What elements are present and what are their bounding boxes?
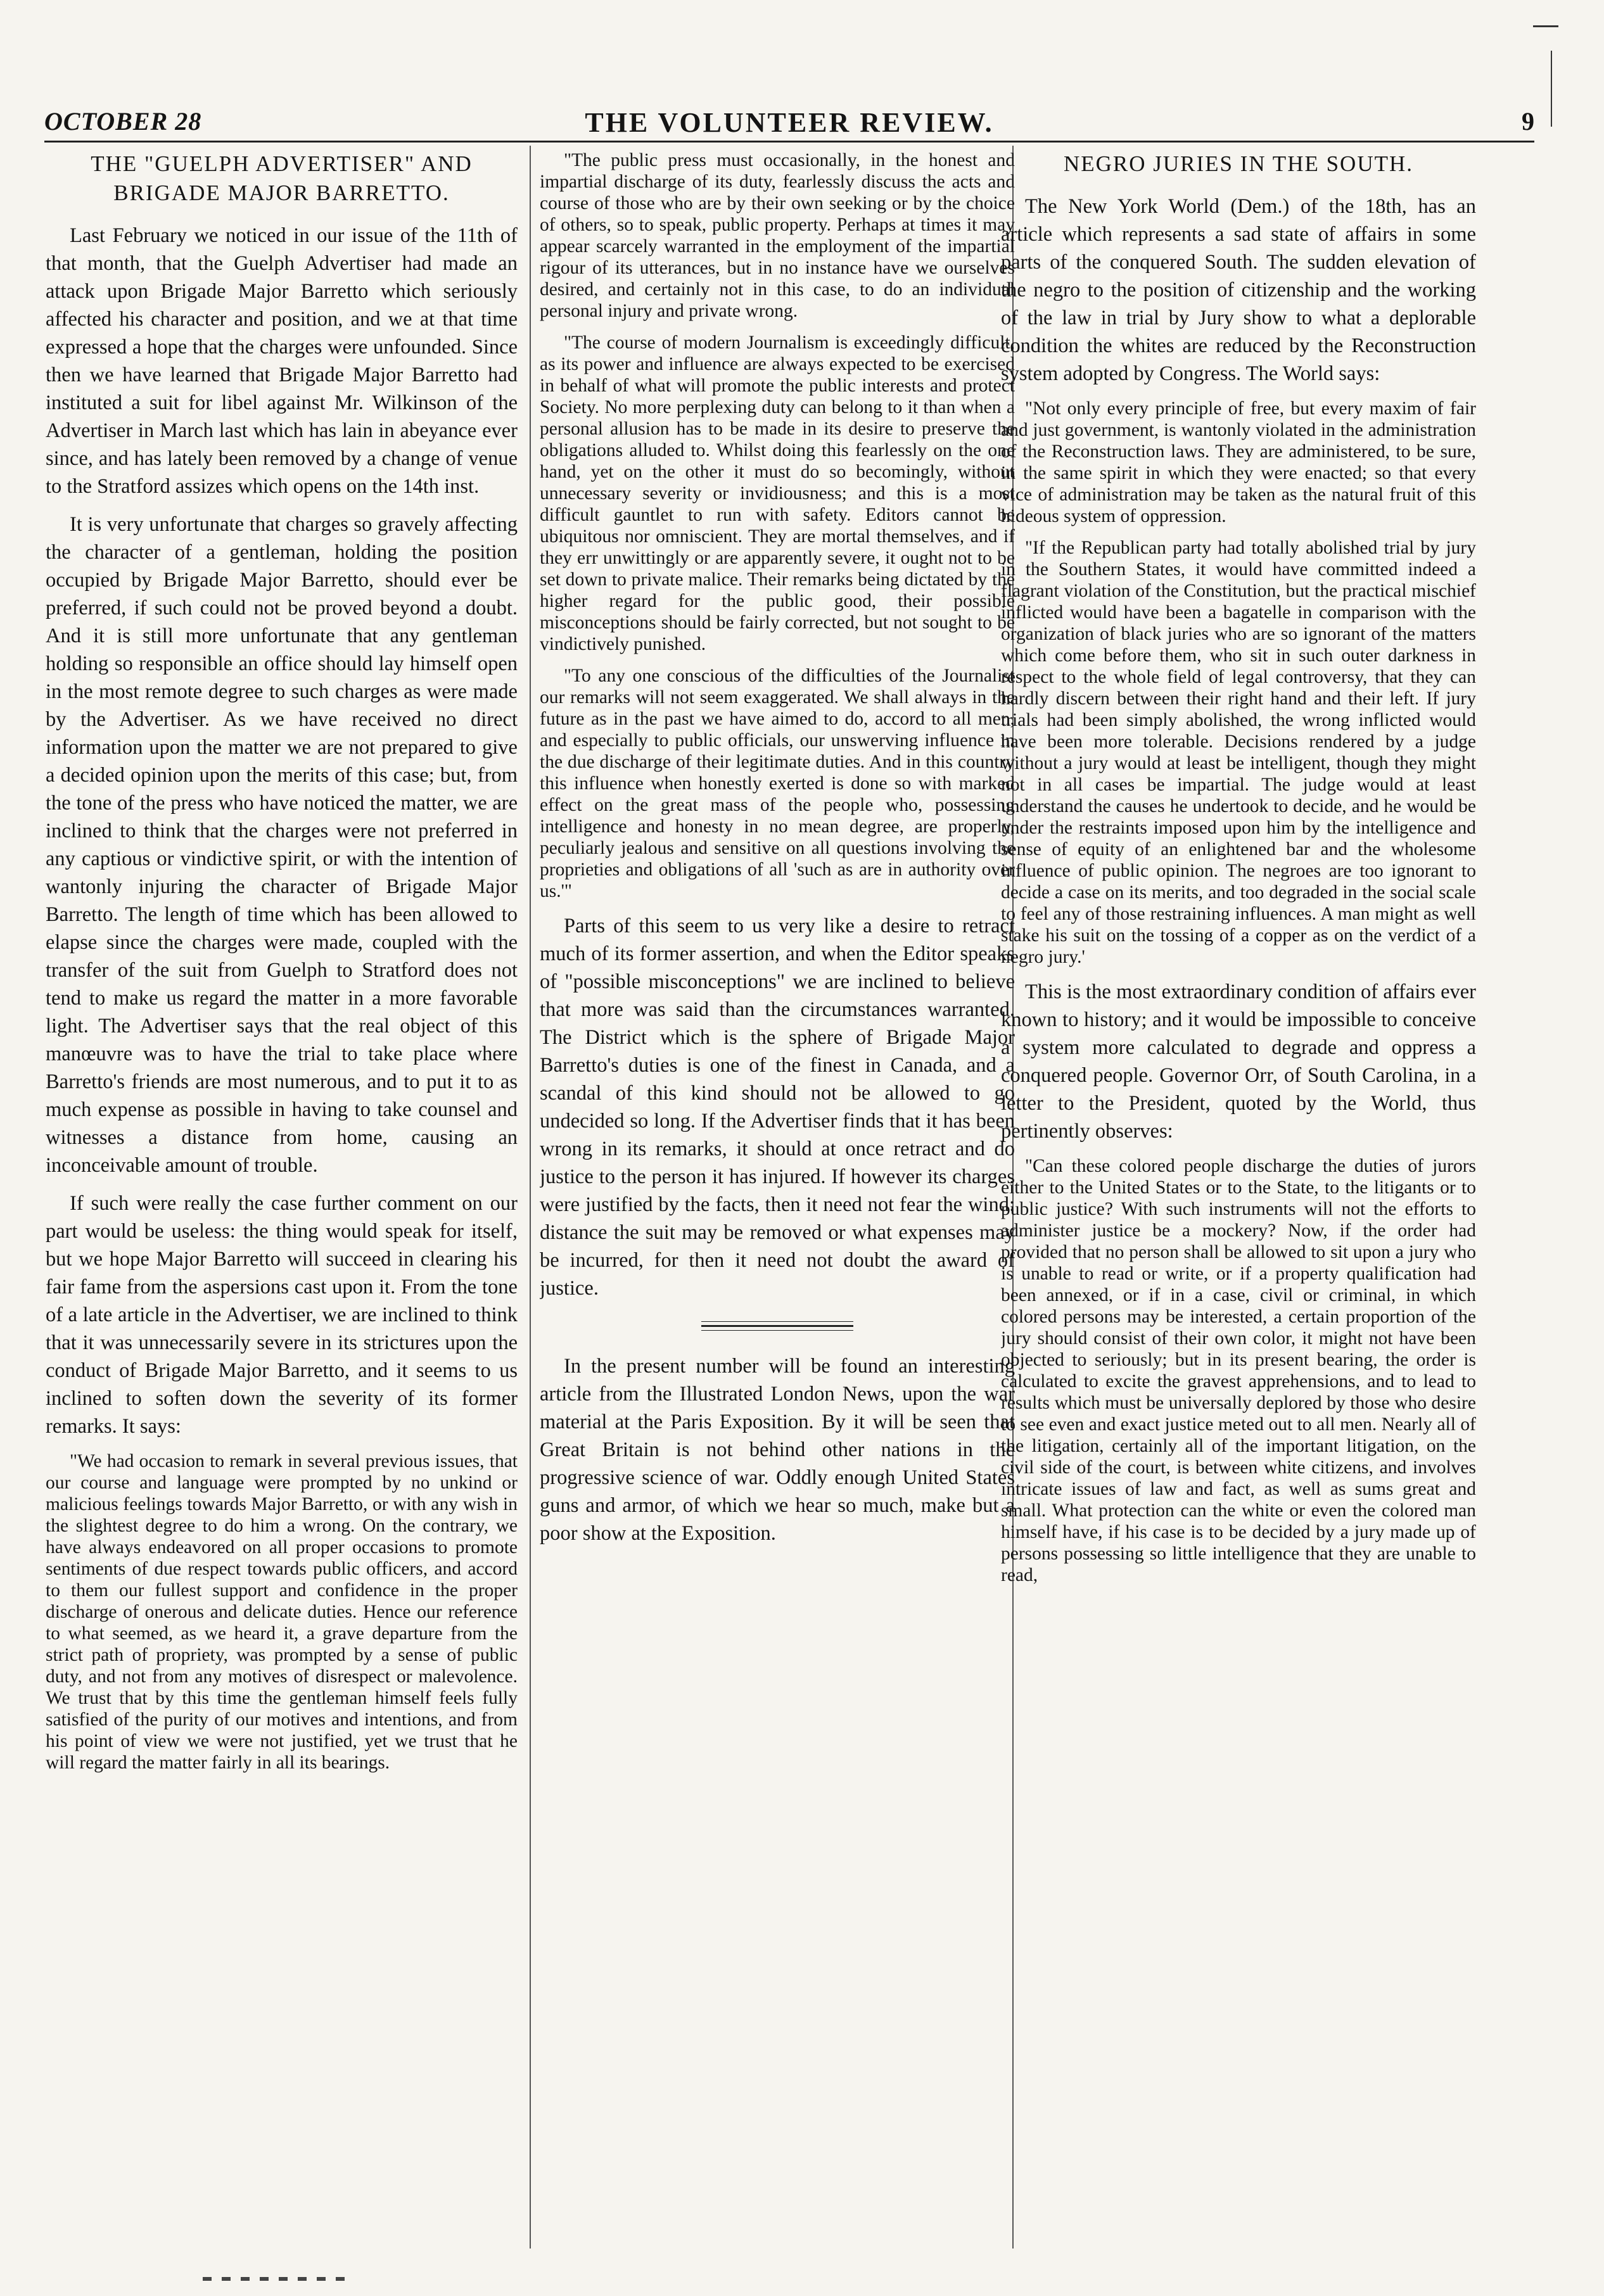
- guelph-paragraph-1: Last February we noticed in our issue of the 11th of that month, that the Guelph Advertiser had made an attack upon Brigade Major Barretto which seriously affected his character and position, and we at that time expressed a hope that the charges were unfounded. Since then we have learned that Brigade Major Barretto had instituted a suit for libel against Mr. Wilkinson of the Advertiser in March last which has lain in abeyance ever since, and has lately been removed by a change of venue to the Stratford assizes which opens on the 14th inst.: [46, 224, 518, 498]
- column-rule-1: [530, 146, 531, 2248]
- guelph-paragraph-2: It is very unfortunate that charges so gravely affecting the character of a gentleman, holding the position occupied by Brigade Major Barretto, should ever be preferred, if such could not be proved beyond a doubt. And it is still more unfortunate that any gentleman holding so responsible an office should lay himself open in the most remote degree to such charges as were made by the Advertiser. As we have received no direct information upon the matter we are not prepared to give a decided opinion upon the merits of this case; but, from the tone of the press who have noticed the matter, we are inclined to think that the charges were not preferred in any captious or vindictive spirit, or with the intention of wantonly injuring the character of Brigade Major Barretto. The length of time which has been allowed to elapse since the charges were made, coupled with the transfer of the suit from Guelph to Stratford does not tend to make us regard the matter in a more favorable light. The Advertiser says that the real object of this manœuvre was to have the trial to take place where Barretto's friends are most numerous, and to put it to as much expense as possible in having to take counsel and witnesses a distance from home, causing an inconceivable amount of trouble.: [46, 513, 518, 1177]
- negro-paragraph-2: This is the most extraordinary condition of affairs ever known to history; and it would be impossible to conceive a system more calculated to degrade and oppress a conquered people. Governor Orr, of South Carolina, in a letter to the President, quoted by the World, thus pertinently observes:: [1001, 980, 1476, 1143]
- guelph-quote-3: "The course of modern Journalism is exceedingly difficult, as its power and influence are always expected to be exercised in behalf of what will promote the public interests and protect Society. No more perplexing duty can belong to it than when a personal allusion has to be made in its desire to preserve the obligations alluded to. Whilst doing this fearlessly on the one hand, yet on the other it must do so becomingly, without unnecessary severity or invidiousness; and this is a most difficult gauntlet to run with safety. Editors cannot be ubiquitous nor omniscient. They are mortal themselves, and if they err unwittingly or are apparently severe, it ought not to be set down to private malice. Their remarks being dictated by the higher regard for the public good, their possible misconceptions should be fairly corrected, but not sought to be vindictively punished.: [540, 333, 1015, 654]
- column-3: [1001, 149, 1476, 2259]
- guelph-headline: THE "GUELPH ADVERTISER" AND BRIGADE MAJOR BARRETTO.: [91, 151, 473, 205]
- scan-mark-edge: [1551, 51, 1552, 127]
- column-2: [540, 149, 1015, 2259]
- column-1: [46, 149, 518, 2259]
- negro-juries-headline: NEGRO JURIES IN THE SOUTH.: [1063, 151, 1414, 176]
- negro-paragraph-1: The New York World (Dem.) of the 18th, has an article which represents a sad state of affairs in some parts of the conquered South. The sudden elevation of the negro to the position of citizenship and the working of the law in trial by Jury show to what a deplorable condition the whites are reduced by the Reconstruction system adopted by Congress. The World says:: [1001, 195, 1476, 385]
- guelph-paragraph-4: Parts of this seem to us very like a desire to retract much of its former assertion, and when the Editor speaks of "possible misconceptions" we are inclined to believe that more was said than the circumstances warranted. The District which is the sphere of Brigade Major Barretto's duties is one of the finest in Canada, and a scandal of this kind should not be allowed to go undecided so long. If the Advertiser finds that it has been wrong in its remarks, it should at once retract and do justice to the person it has injured. If however its charges were justified by the facts, then it need not fear the wind: distance the suit may be removed or what expenses may be incurred, for then it need not doubt the award of justice.: [540, 915, 1015, 1300]
- negro-quote-3: "Can these colored people discharge the duties of jurors either to the United States or to the State, to the litigants or to public justice? With such instruments will not the efforts to administer justice be a mockery? Now, if the order had provided that no person shall be allowed to sit upon a jury who is unable to read or write, or if a property qualification had been annexed, or if in a case, civil or criminal, in which colored persons may be interested, a certain proportion of the jury should consist of their own color, it might not have been objected to seriously; but in its present bearing, the order is calculated to excite the gravest apprehensions, and to lead to results which must be universally deplored by those who desire to see even and exact justice meted out to all men. Nearly all of the litigation, certainly all of the important litigation, on the civil side of the court, is between white citizens, and involves intricate issues of law and fact, as well as sums great and small. What protection can the white or even the colored man himself have, if his case is to be decided by a jury made up of persons possessing so little intelligence that they are unable to read,: [1001, 1156, 1476, 1585]
- page-header: [44, 106, 1534, 138]
- header-rule: [44, 141, 1534, 143]
- exposition-paragraph: In the present number will be found an interesting article from the Illustrated London News, upon the war material at the Paris Exposition. By it will be seen that Great Britain is not behind other nations in the progressive science of war. Oddly enough United States guns and armor, of which we hear so much, make but a poor show at the Exposition.: [540, 1355, 1015, 1545]
- scan-mark-bottom: [203, 2277, 348, 2281]
- negro-quote-2: "If the Republican party had totally abolished trial by jury in the Southern States, it would have committed indeed a flagrant violation of the Constitution, but the practical mischief inflicted would have been a bagatelle in comparison with the organization of black juries who are so ignorant of the matters which come before them, who sit in such outer darkness in respect to the whole field of legal controversy, that they can hardly discern between their right hand and their left. If jury trials had been simply abolished, the wrong inflicted would have been more tolerable. Decisions rendered by a judge without a jury would at least be intelligent, though they might not in all cases be impartial. The judge would at least understand the causes he undertook to decide, and he would be under the restraints imposed upon him by the intelligence and sense of equity of an enlightened bar and the wholesome influence of public opinion. The negroes are too ignorant to decide a case on its merits, and too degraded in the social scale to feel any of those restraining influences. A man might as well stake his suit on the tossing of a copper as on the verdict of a negro jury.': [1001, 538, 1476, 967]
- guelph-quote-2: "The public press must occasionally, in the honest and impartial discharge of its duty, fearlessly discuss the acts and course of those who are by their own seeking or by the choice of others, so to speak, public property. Perhaps at times it may appear scarcely warranted in the employment of the impartial rigour of its utterances, but in no instance have we ourselves desired, and certainly not in this case, to do an individual personal injury and private wrong.: [540, 150, 1015, 321]
- guelph-quote-4: "To any one conscious of the difficulties of the Journalist our remarks will not seem exaggerated. We shall always in the future as in the past we have aimed to do, accord to all men, and especially to public officials, our unswerving influence in the due discharge of their legitimate duties. And in this country this influence when honestly exerted is done so with marked effect on the great mass of the people who, possessing intelligence and honesty in no mean degree, are properly, peculiarly jealous and sensitive on all questions involving the proprieties and obligations of all 'such as are in authority over us.'": [540, 666, 1015, 901]
- negro-quote-1: "Not only every principle of free, but every maxim of fair and just government, is wantonly violated in the administration of the Reconstruction laws. They are administered, to be sure, in the same spirit in which they were enacted; so that every vice of administration may be taken as the natural fruit of this hideous system of oppression.: [1001, 398, 1476, 526]
- scan-mark-top: [1533, 25, 1558, 27]
- page-number: 9: [1522, 107, 1534, 136]
- article-separator: [701, 1321, 853, 1331]
- masthead-title: THE VOLUNTEER REVIEW.: [585, 107, 994, 138]
- guelph-quote-1: "We had occasion to remark in several previous issues, that our course and language were prompted by no unkind or malicious feelings towards Major Barretto, or with any wish in the slightest degree to do him a wrong. On the contrary, we have always endeavored on all proper occasions to promote sentiments of due respect towards public officers, and accord to them our fullest support and confidence in the proper discharge of onerous and delicate duties. Hence our reference to what seemed, as we heard it, a grave departure from the strict path of propriety, was prompted by a sense of public duty, and not from any motives of disrespect or malevolence. We trust that by this time the gentleman himself feels fully satisfied of the purity of our motives and intentions, and from his point of view we were not justified, yet we trust that he will regard the matter fairly in all its bearings.: [46, 1451, 518, 1773]
- issue-date: OCTOBER 28: [44, 107, 202, 136]
- guelph-paragraph-3: If such were really the case further comment on our part would be useless: the thing would speak for itself, but we hope Major Barretto will succeed in clearing his fair fame from the aspersions cast upon it. From the tone of a late article in the Advertiser, we are inclined to think that it was unnecessarily severe in its strictures upon the conduct of Brigade Major Barretto, and it seems to us inclined to soften down the severity of its former remarks. It says:: [46, 1192, 518, 1438]
